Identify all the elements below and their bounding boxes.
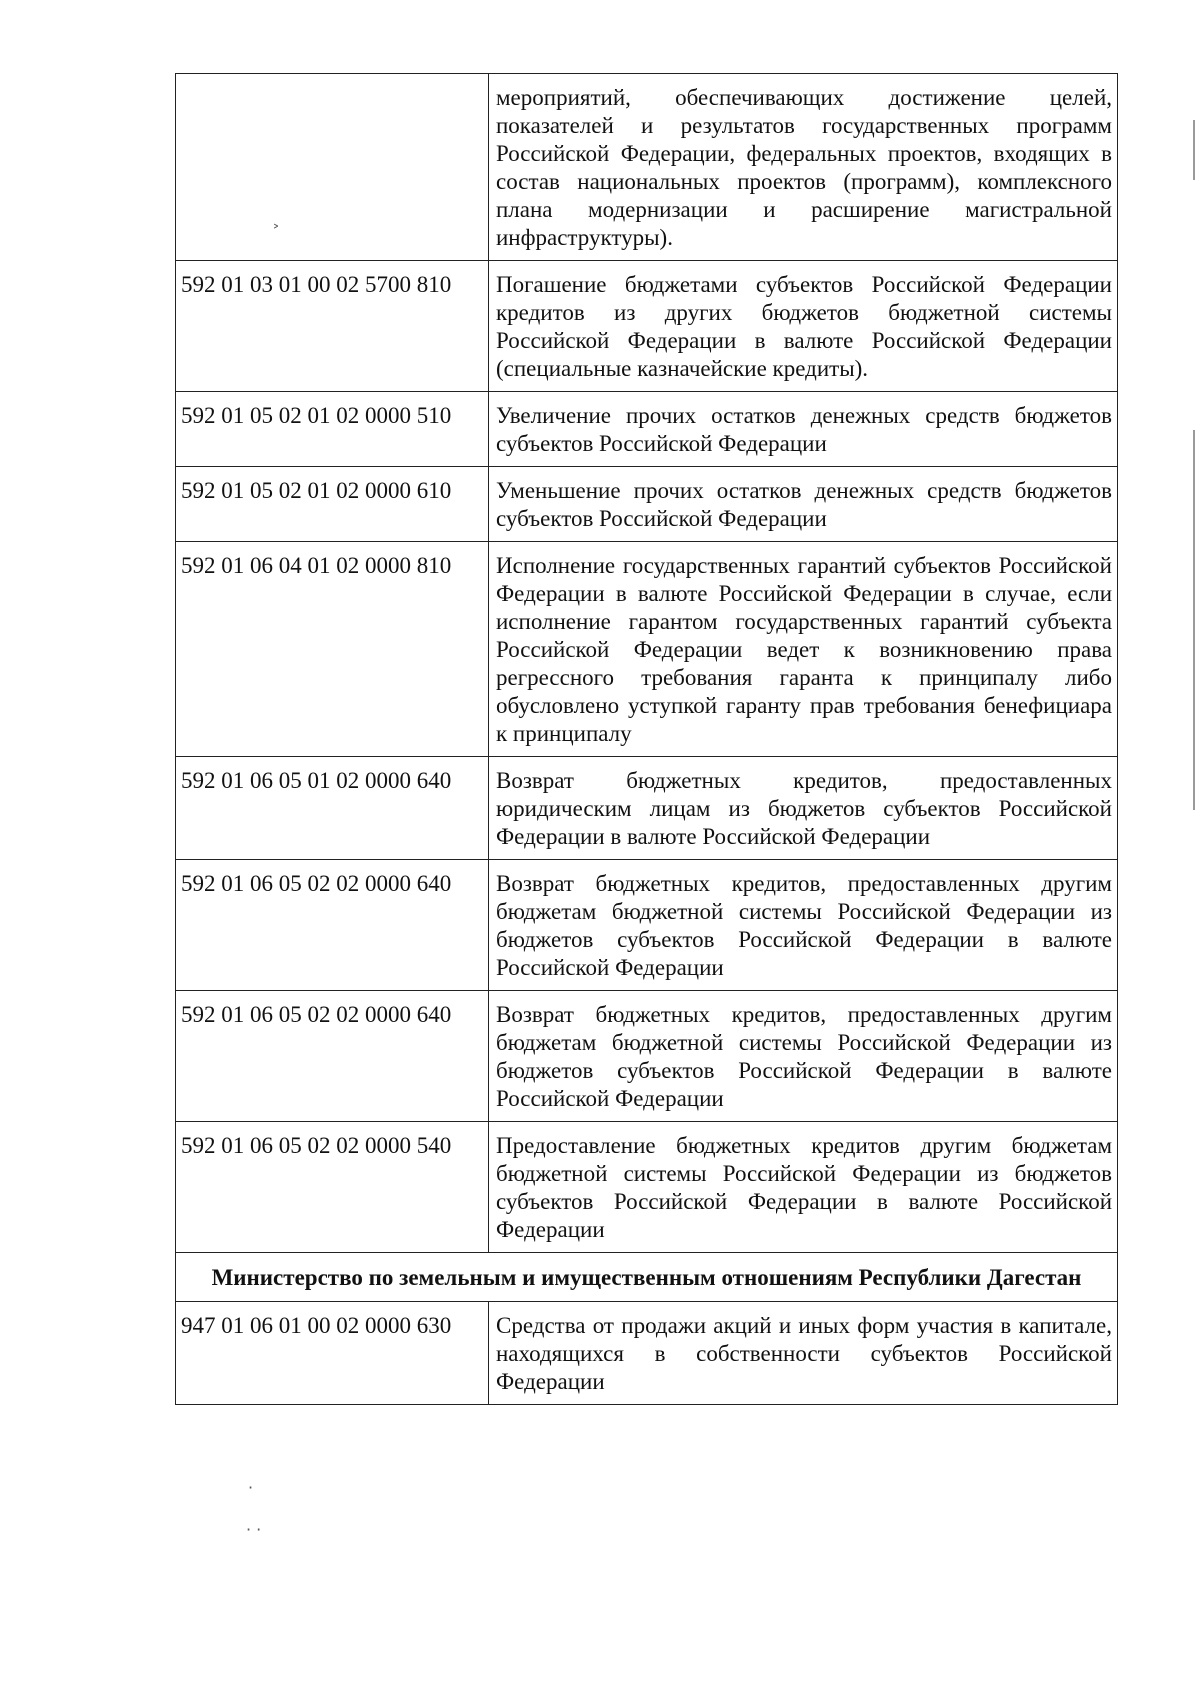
code-description: Исполнение государственных гарантий субъектов Российской Федерации в валюте Российской Федерации в случае, если исполнение гарантом государственных гарантий субъекта Российской Федерации ведет к возникновению права регрессного требования гаранта к принципалу либо обусловлено уступкой гаранту прав требования бенефициара к принципалу (489, 542, 1118, 757)
table-row (176, 74, 1118, 261)
scan-speck-mark: · · (246, 1520, 262, 1539)
budget-codes-table (175, 73, 1118, 1405)
code-description: Возврат бюджетных кредитов, предоставленных другим бюджетам бюджетной системы Российской Федерации из бюджетов субъектов Российской Федерации в валюте Российской Федерации (489, 991, 1118, 1122)
budget-code: 592 01 06 05 02 02 0000 540 (176, 1122, 489, 1253)
code-description: Возврат бюджетных кредитов, предоставленных другим бюджетам бюджетной системы Российской Федерации из бюджетов субъектов Российской Федерации в валюте Российской Федерации (489, 860, 1118, 991)
budget-code: 592 01 03 01 00 02 5700 810 (176, 261, 489, 392)
table-row (176, 991, 1118, 1122)
code-description: Предоставление бюджетных кредитов другим бюджетам бюджетной системы Российской Федерации из бюджетов субъектов Российской Федерации в валюте Российской Федерации (489, 1122, 1118, 1253)
budget-code: 947 01 06 01 00 02 0000 630 (176, 1302, 489, 1405)
scan-speck-mark: ˃ (272, 222, 280, 241)
budget-code: 592 01 06 04 01 02 0000 810 (176, 542, 489, 757)
budget-code: 592 01 06 05 02 02 0000 640 (176, 860, 489, 991)
table-row (176, 757, 1118, 860)
budget-code: 592 01 06 05 01 02 0000 640 (176, 757, 489, 860)
table-row (176, 1122, 1118, 1253)
table-row (176, 261, 1118, 392)
budget-code: 592 01 05 02 01 02 0000 510 (176, 392, 489, 467)
scan-edge-line (1193, 120, 1195, 180)
budget-code (176, 74, 489, 261)
scan-speck-mark: · (248, 1478, 254, 1497)
budget-code: 592 01 06 05 02 02 0000 640 (176, 991, 489, 1122)
budget-code: 592 01 05 02 01 02 0000 610 (176, 467, 489, 542)
section-row (176, 1253, 1118, 1302)
code-description: Возврат бюджетных кредитов, предоставленных юридическим лицам из бюджетов субъектов Российской Федерации в валюте Российской Федерации (489, 757, 1118, 860)
table-row (176, 392, 1118, 467)
table-row (176, 542, 1118, 757)
code-description: Увеличение прочих остатков денежных средств бюджетов субъектов Российской Федерации (489, 392, 1118, 467)
code-description: Средства от продажи акций и иных форм участия в капитале, находящихся в собственности субъектов Российской Федерации (489, 1302, 1118, 1405)
table-row (176, 860, 1118, 991)
section-heading: Министерство по земельным и имущественным отношениям Республики Дагестан (176, 1253, 1118, 1302)
table-row (176, 1302, 1118, 1405)
scan-edge-line (1193, 430, 1195, 810)
code-description: Уменьшение прочих остатков денежных средств бюджетов субъектов Российской Федерации (489, 467, 1118, 542)
table-row (176, 467, 1118, 542)
code-description: мероприятий, обеспечивающих достижение целей, показателей и результатов государственных программ Российской Федерации, федеральных проектов, входящих в состав национальных проектов (программ), комплексного плана модернизации и расширение магистральной инфраструктуры). (489, 74, 1118, 261)
code-description: Погашение бюджетами субъектов Российской Федерации кредитов из других бюджетов бюджетной системы Российской Федерации в валюте Российской Федерации (специальные казначейские кредиты). (489, 261, 1118, 392)
